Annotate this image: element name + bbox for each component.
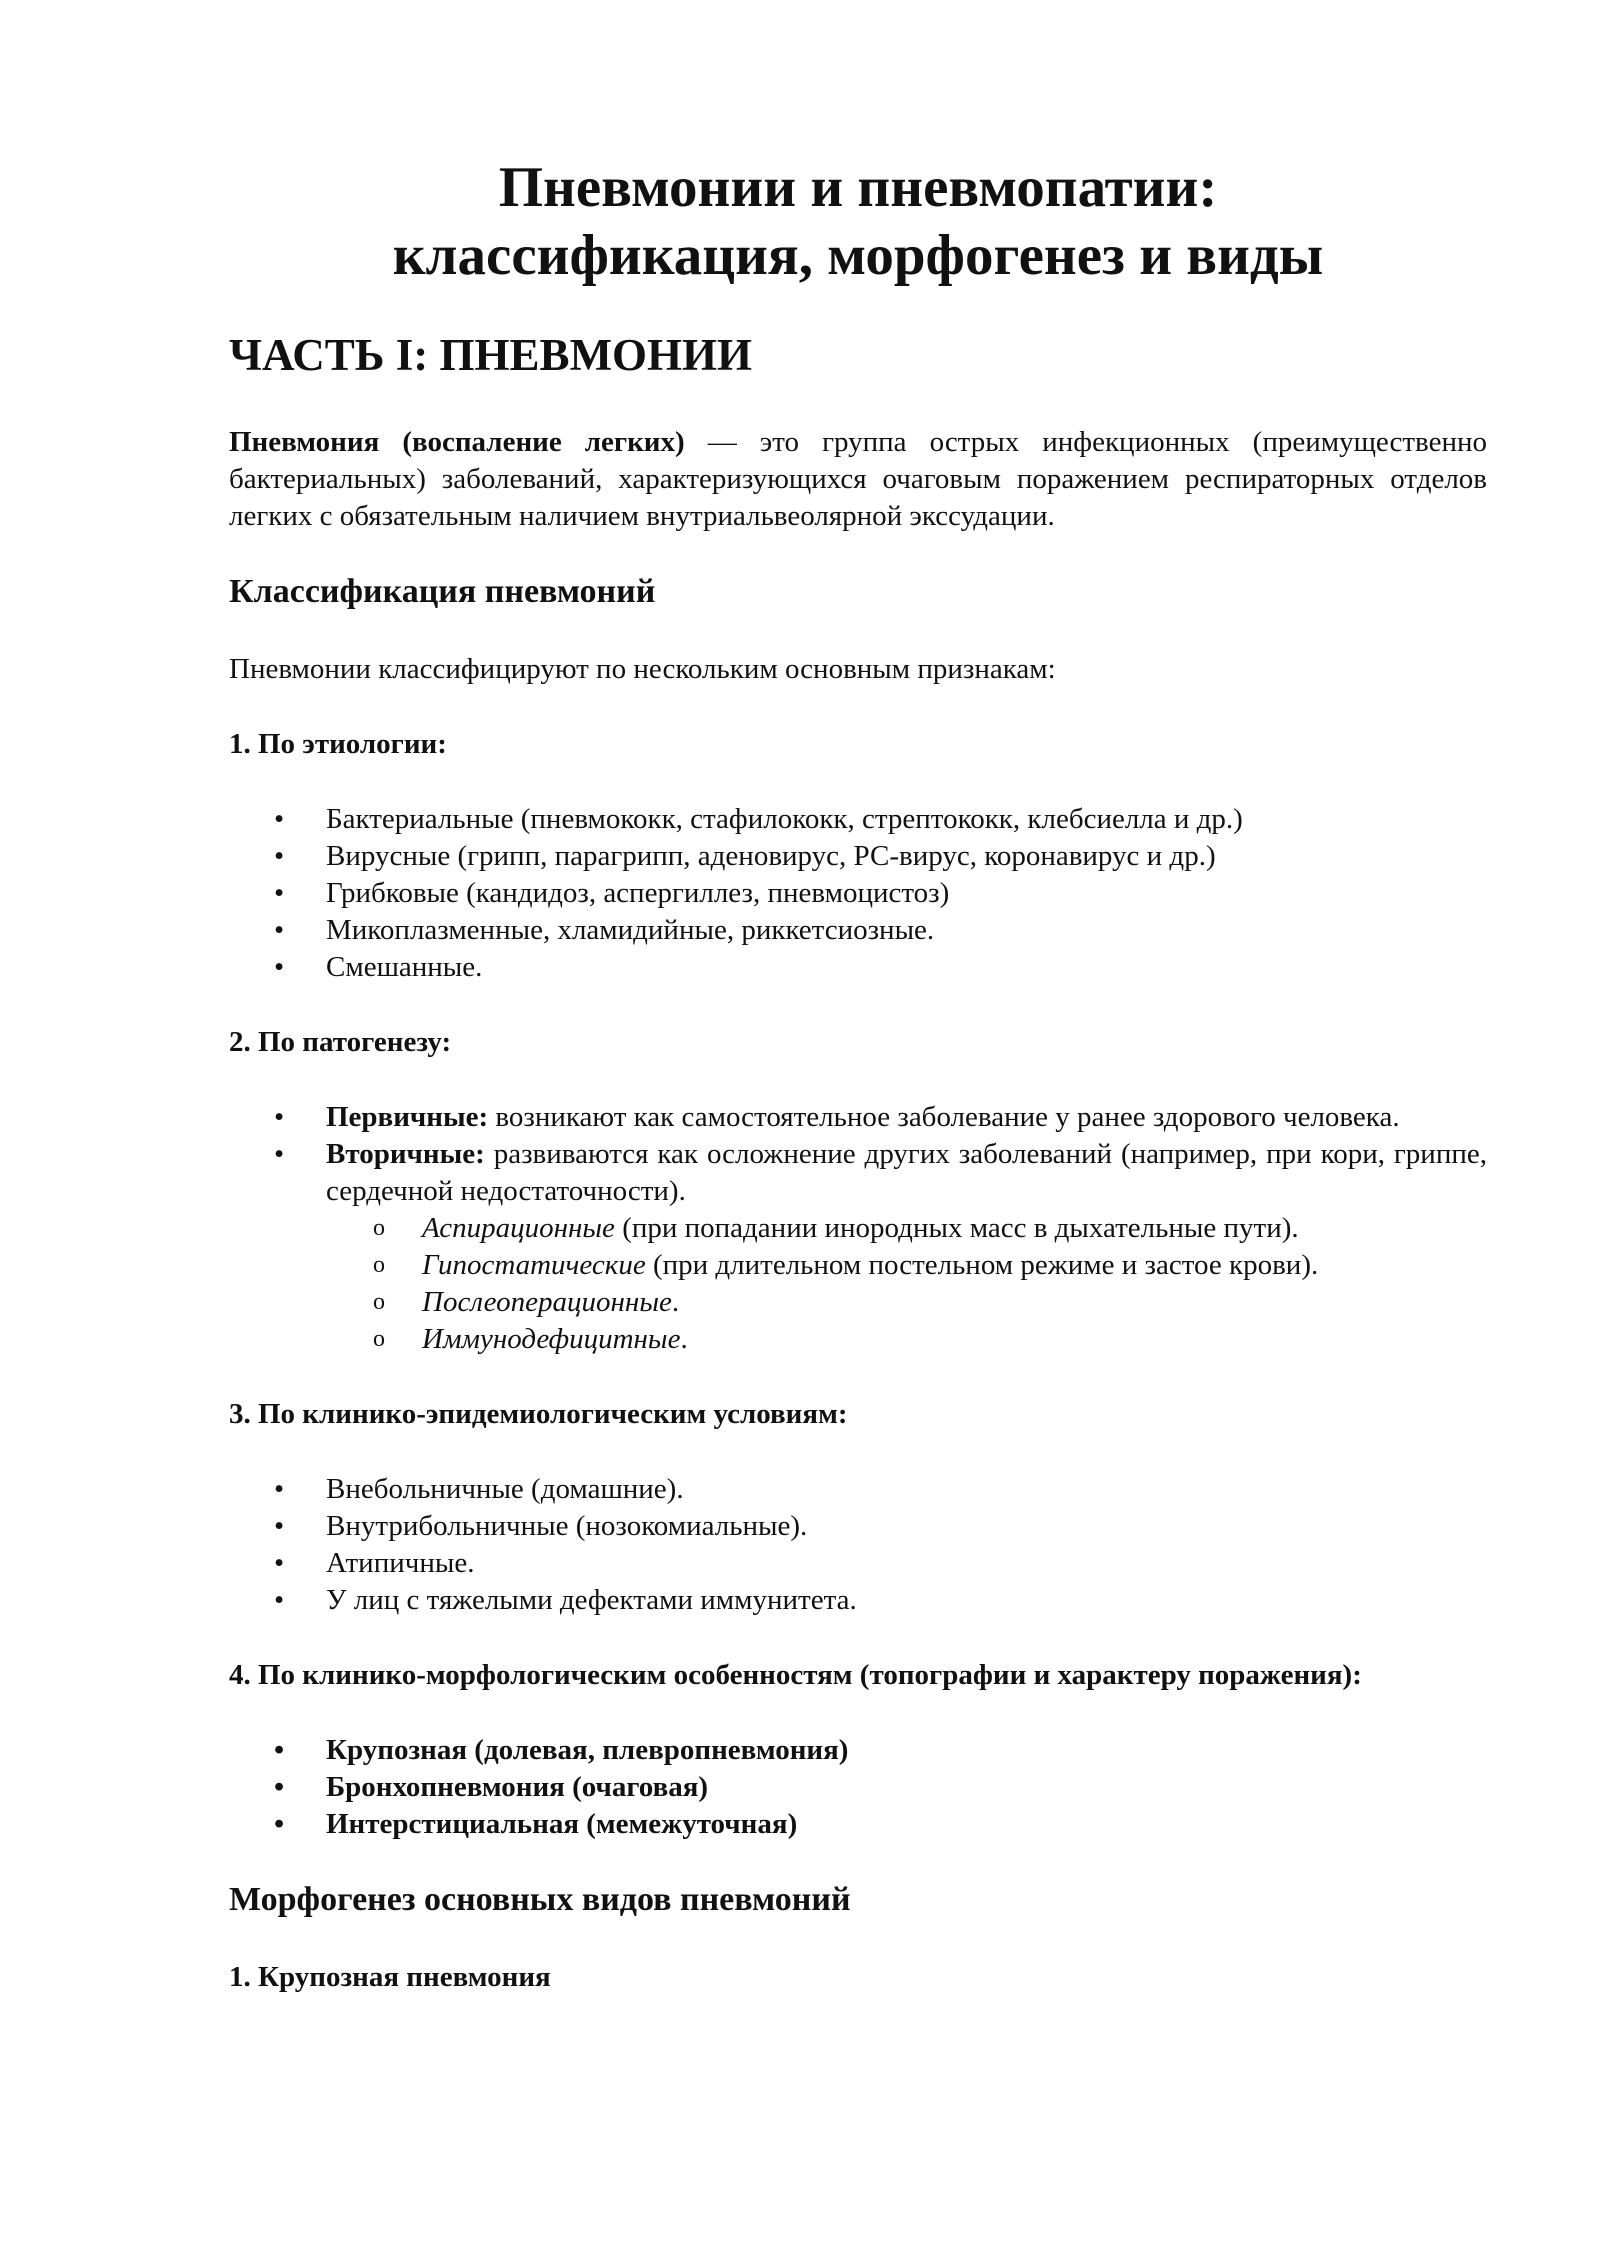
primary-label: Первичные: <box>326 1101 489 1133</box>
list-item-text: Смешанные. <box>326 951 483 983</box>
circle-bullet-icon: o <box>373 1252 385 1278</box>
bullet-icon: • <box>274 1771 285 1803</box>
sub-item-term: Послеоперационные <box>422 1286 672 1318</box>
list-item <box>229 801 1487 838</box>
bullet-icon: • <box>274 840 285 872</box>
intro-text: — это группа острых инфекционных (преимущественно бактериальных) заболеваний, характеризующихся очаговым поражением респираторных отделов легких с обязательным наличием внутриальвеолярной экссудации. <box>229 426 1487 532</box>
list-item <box>229 1471 1487 1508</box>
circle-bullet-icon: o <box>373 1326 385 1352</box>
list-item <box>229 949 1487 986</box>
sub-list-item <box>326 1321 1487 1358</box>
clinical-epidemiological-list <box>229 1471 1487 1619</box>
bullet-icon: • <box>274 1734 285 1766</box>
etiology-list <box>229 801 1487 986</box>
list-item <box>229 912 1487 949</box>
list-item-primary <box>229 1099 1487 1136</box>
morphogenesis-heading: Морфогенез основных видов пневмоний <box>229 1881 851 1918</box>
bullet-icon: • <box>274 1510 285 1542</box>
sub-list-item <box>326 1210 1487 1247</box>
sub-item-text: . <box>671 1286 680 1318</box>
bullet-icon: • <box>274 803 285 835</box>
part-1-heading: ЧАСТЬ I: ПНЕВМОНИИ <box>229 330 753 380</box>
bullet-icon: • <box>274 951 285 983</box>
list-item-secondary <box>229 1136 1487 1358</box>
intro-paragraph <box>229 424 1487 535</box>
list-item <box>229 1732 1487 1769</box>
sub-item-text: . <box>680 1323 688 1355</box>
sub-item-term: Иммунодефицитные <box>422 1323 681 1355</box>
secondary-text: развиваются как осложнение других заболеваний (например, при кори, гриппе, сердечной недостаточности). <box>326 1138 1487 1207</box>
document-title-line-1: Пневмонии и пневмопатии: <box>498 156 1218 219</box>
list-item-text: Бактериальные (пневмококк, стафилококк, стрептококк, клебсиелла и др.) <box>326 803 1243 835</box>
sub-item-text: (при длительном постельном режиме и застое крови). <box>645 1249 1319 1281</box>
circle-bullet-icon: o <box>373 1289 385 1315</box>
sub-item-text: (при попадании инородных масс в дыхательные пути). <box>614 1212 1299 1244</box>
sub-item-term: Аспирационные <box>422 1212 615 1244</box>
clinical-epidemiological-heading: 3. По клинико-эпидемиологическим условиям: <box>229 1398 848 1430</box>
croupous-pneumonia-heading: 1. Крупозная пневмония <box>229 1961 551 1993</box>
secondary-label: Вторичные: <box>326 1138 485 1170</box>
primary-text: возникают как самостоятельное заболевание у ранее здорового человека. <box>488 1101 1400 1133</box>
pathogenesis-heading: 2. По патогенезу: <box>229 1026 452 1058</box>
list-item-text: Микоплазменные, хламидийные, риккетсиозные. <box>326 914 935 946</box>
bullet-icon: • <box>274 1101 285 1133</box>
list-item-text: Вирусные (грипп, парагрипп, аденовирус, РС-вирус, коронавирус и др.) <box>326 840 1216 872</box>
clinical-morphological-list <box>229 1732 1487 1843</box>
document-title <box>229 154 1487 290</box>
list-item <box>229 838 1487 875</box>
bullet-icon: • <box>274 914 285 946</box>
sub-list-item <box>326 1284 1487 1321</box>
list-item <box>229 1582 1487 1619</box>
intro-term: Пневмония (воспаление легких) <box>229 426 685 458</box>
list-item-text: Бронхопневмония (очаговая) <box>326 1771 709 1803</box>
list-item-text: Внебольничные (домашние). <box>326 1473 684 1505</box>
list-item-text: Грибковые (кандидоз, аспергиллез, пневмоцистоз) <box>326 877 950 909</box>
circle-bullet-icon: o <box>373 1215 385 1241</box>
bullet-icon: • <box>274 1473 285 1505</box>
classification-heading: Классификация пневмоний <box>229 573 656 610</box>
list-item-text: У лиц с тяжелыми дефектами иммунитета. <box>326 1584 857 1616</box>
bullet-icon: • <box>274 1138 285 1170</box>
sub-list-item <box>326 1247 1487 1284</box>
pathogenesis-list <box>229 1099 1487 1358</box>
sub-item-term: Гипостатические <box>422 1249 646 1281</box>
bullet-icon: • <box>274 1547 285 1579</box>
list-item <box>229 875 1487 912</box>
etiology-heading: 1. По этиологии: <box>229 728 447 760</box>
list-item-text: Интерстициальная (мемежуточная) <box>326 1808 798 1840</box>
document-title-line-2: классификация, морфогенез и виды <box>392 224 1324 287</box>
list-item-text: Атипичные. <box>326 1547 475 1579</box>
list-item <box>229 1769 1487 1806</box>
bullet-icon: • <box>274 1584 285 1616</box>
list-item <box>229 1508 1487 1545</box>
clinical-morphological-heading: 4. По клинико-морфологическим особенностям (топографии и характеру поражения): <box>229 1659 1362 1691</box>
list-item-text: Крупозная (долевая, плевропневмония) <box>326 1734 849 1766</box>
bullet-icon: • <box>274 877 285 909</box>
list-item-text: Внутрибольничные (нозокомиальные). <box>326 1510 808 1542</box>
classification-lead: Пневмонии классифицируют по нескольким основным признакам: <box>229 653 1056 685</box>
list-item <box>229 1545 1487 1582</box>
bullet-icon: • <box>274 1808 285 1840</box>
secondary-sublist <box>326 1210 1487 1358</box>
list-item <box>229 1806 1487 1843</box>
